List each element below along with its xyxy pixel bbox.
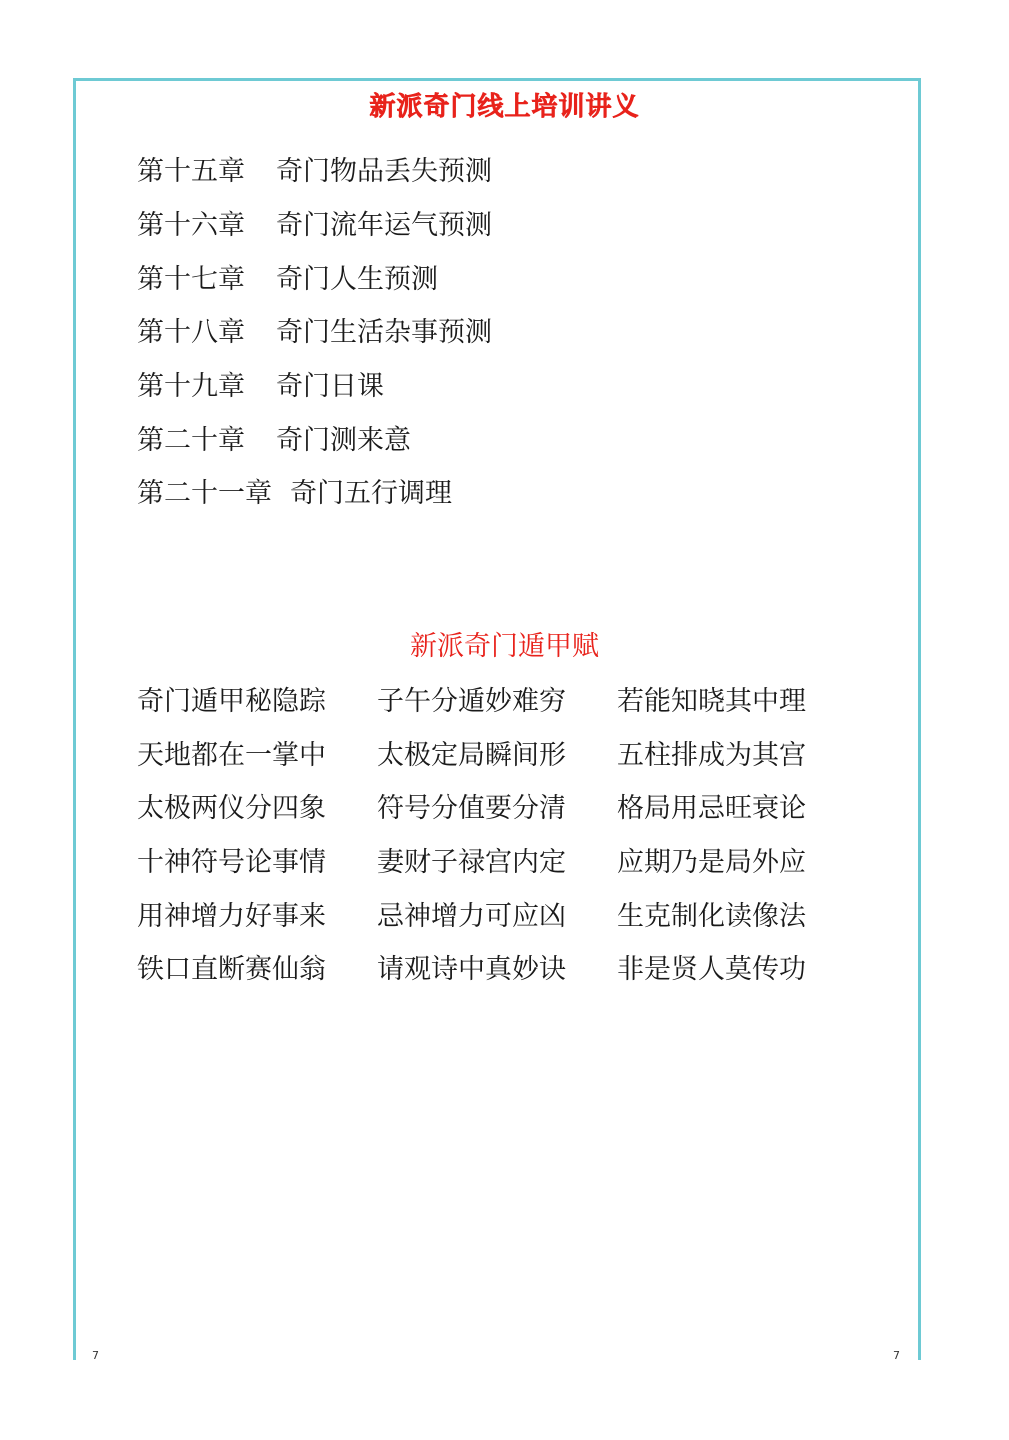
poem-line: 应期乃是局外应 — [617, 847, 806, 879]
poem-line: 奇门遁甲秘隐踪 — [137, 686, 326, 718]
toc-chapter-number: 第十八章 — [137, 317, 245, 349]
toc-item — [137, 357, 837, 411]
poem-row — [137, 940, 857, 994]
poem-line: 铁口直断赛仙翁 — [137, 954, 326, 986]
poem-line: 太极定局瞬间形 — [377, 739, 566, 771]
toc-item — [137, 196, 837, 250]
toc-chapter-title: 奇门人生预测 — [276, 263, 438, 295]
poem-row — [137, 779, 857, 833]
toc-chapter-number: 第十九章 — [137, 371, 245, 403]
toc-item — [137, 249, 837, 303]
toc-item — [137, 464, 837, 518]
toc-chapter-title: 奇门测来意 — [276, 424, 411, 456]
toc-chapter-number: 第十六章 — [137, 210, 245, 242]
poem-line: 妻财子禄宫内定 — [377, 847, 566, 879]
page-number-left: 7 — [92, 1349, 99, 1362]
toc-chapter-title: 奇门物品丢失预测 — [276, 156, 492, 188]
poem-line: 非是贤人莫传功 — [617, 954, 806, 986]
poem-row — [137, 833, 857, 887]
toc-chapter-number: 第二十一章 — [137, 478, 272, 510]
toc-item — [137, 142, 837, 196]
toc-chapter-number: 第十五章 — [137, 156, 245, 188]
poem-line: 请观诗中真妙诀 — [377, 954, 566, 986]
poem-line: 十神符号论事情 — [137, 847, 326, 879]
poem-line: 天地都在一掌中 — [137, 739, 326, 771]
toc-item — [137, 410, 837, 464]
poem-title: 新派奇门遁甲赋 — [410, 631, 599, 662]
toc-chapter-title: 奇门五行调理 — [290, 478, 452, 510]
poem-row — [137, 886, 857, 940]
toc-chapter-number: 第十七章 — [137, 263, 245, 295]
toc-chapter-title: 奇门生活杂事预测 — [276, 317, 492, 349]
poem-line: 五柱排成为其宫 — [617, 739, 806, 771]
poem-line: 若能知晓其中理 — [617, 686, 806, 718]
toc-chapter-title: 奇门流年运气预测 — [276, 210, 492, 242]
table-of-contents — [137, 142, 837, 518]
toc-chapter-title: 奇门日课 — [276, 371, 384, 403]
poem-line: 生克制化读像法 — [617, 900, 806, 932]
toc-item — [137, 303, 837, 357]
poem-row — [137, 672, 857, 726]
poem-row — [137, 726, 857, 780]
poem-line: 用神增力好事来 — [137, 900, 326, 932]
poem-line: 符号分值要分清 — [377, 793, 566, 825]
poem-line: 忌神增力可应凶 — [377, 900, 566, 932]
toc-chapter-number: 第二十章 — [137, 424, 245, 456]
poem-line: 子午分遁妙难穷 — [377, 686, 566, 718]
poem-body — [137, 672, 857, 994]
page-title: 新派奇门线上培训讲义 — [369, 92, 640, 122]
poem-line: 格局用忌旺衰论 — [617, 793, 806, 825]
page-number-right: 7 — [893, 1349, 900, 1362]
poem-line: 太极两仪分四象 — [137, 793, 326, 825]
